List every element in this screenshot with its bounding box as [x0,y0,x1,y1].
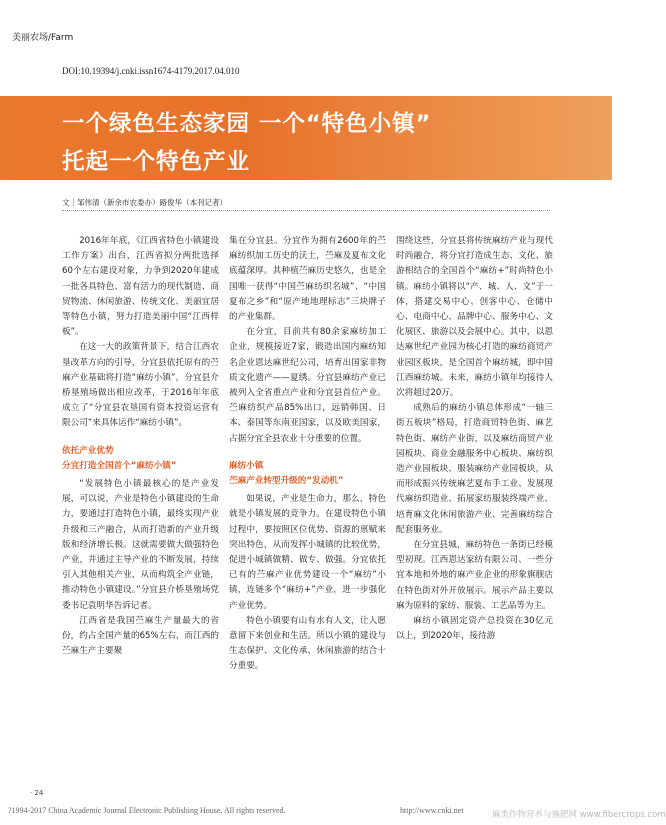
paragraph: 在分宜县城，麻纺特色一条街已经模型初现。江西恩达家纺有限公司、一些分宜本地和外地的麻产业企业的形象旗舰店在特色街对外开放展示。展示产品主要以麻为原料的家纺、服装、工艺品等为主。 [396,540,553,611]
paragraph: 江西省是我国苎麻生产量最大的省份，约占全国产量的65%左右，而江西的苎麻生产主要聚 [62,615,219,657]
paragraph: 在这一大的政策背景下，结合江西农垦改革方向的引导，分宜县依托原有的苎麻产业基础将打造“麻纺小镇”，分宜县介桥垦殖场做出相应改革，于2016年年底成立了“分宜县农垦国有资本投资运营有限公司”来具体运作“麻纺小镇”。 [62,342,219,429]
footer-link[interactable]: http://www.cnki.net [400,806,464,815]
article-column-2 [229,234,386,675]
section-subheading: 苎麻产业转型升级的“发动机” [229,476,344,487]
paragraph: 2016年年底，《江西省特色小镇建设工作方案》出台，江西省拟分两批选择60个左右建设对象，力争到2020年建成一批各具特色、富有活力的现代制造、商贸物流、休闲旅游、传统文化、美丽宜居等特色小镇，努力打造美丽中国“江西样板”。 [62,236,219,338]
author-byline: 文｜邹伟清（新余市农委办）路俊华（本刊记者） [62,198,227,207]
article-title-line-2: 托起一个特色产业 [62,149,251,175]
paragraph: 麻纺小镇固定资产总投资在30亿元以上，到2020年，接待游 [396,616,553,642]
article-column-1 [62,234,219,659]
section-heading: 麻纺小镇 [229,460,264,471]
paragraph: 围绕这些，分宜县将传统麻纺产业与现代时尚融合，将分宜打造成生态、文化、旅游相结合的全国首个“麻纺+”时尚特色小镇。麻纺小镇将以“产、城、人、文”于一体，搭建交易中心、创客中心、仓储中心、电商中心、品牌中心、服务中心、文化展区、旅游以及会展中心。其中，以恩达麻世纪产业园为核心打造的麻纺商贸产业园区板块，是全国首个麻纺城，即中国江西麻纺城。未来，麻纺小镇年均接待人次将超过20万。 [396,236,553,399]
paragraph: 特色小镇要有山有水有人文，让人愿意留下来创业和生活。所以小镇的建设与生态保护、文化传承、休闲旅游的结合十分重要。 [229,615,386,672]
article-title-line-1: 一个绿色生态家园 一个“特色小镇” [62,111,432,137]
paragraph: 成熟后的麻纺小镇总体形成“一轴三街五板块”格局，打造商贸特色街、麻艺特色街、麻纺产业街，以及麻纺商贸产业园板块、商业金融服务中心板块、麻纺织造产业园板块、服装麻纺产业园板块，从而形成振兴传统麻艺夏布手工业、发展现代麻纺织造业、拓展家纺服装终端产业、培育麻文化休闲旅游产业、完善麻纺综合配套服务业。 [396,403,553,535]
site-watermark: 麻类作物营养与施肥网 www.fibercrops.com [492,810,666,820]
spacer [62,432,219,444]
section-subheading: 分宜打造全国首个“麻纺小镇” [62,460,177,471]
spacer [229,447,386,459]
article-column-3 [396,234,553,644]
page-number: · 24 [30,789,44,797]
paragraph: 在分宜，目前共有80余家麻纺加工企业，规模接近7家，锻造出国内麻纺知名企业恩达麻世纪公司，培育出国家非物质文化遗产——夏绣。分宜县麻纺产业已被列入全省重点产业和分宜县首位产业。苎麻纺织产品85%出口，远销韩国、日本、泰国等东南亚国家，以及欧美国家，占据分宜全县农业十分重要的位置。 [229,327,386,444]
section-tag: 美丽农场/Farm [12,33,74,43]
paragraph: 如果说，产业是生命力，那么，特色就是小镇发展的竞争力。在建设特色小镇过程中，要按照区位优势、资源的禀赋来突出特色，从而发挥小城镇的比较优势，促进小城镇做精、做专、做强。分宜依托已有的苎麻产业优势建设一个“麻纺”小镇，连链多个“麻纺+”产业，进一步强化产业优势。 [229,494,386,611]
byline-divider [62,210,550,211]
paragraph: “发展特色小镇最核心的是产业发展，可以说，产业是特色小镇建设的生命力，要通过打造特色小镇，最终实现产业升级和三产融合，从而打造新的产业升级版和经济增长极。这就需要做大做强特色产业，并通过主导产业的不断发展，持续引入其他相关产业，从而构筑全产业链，推动特色小镇建设。”分宜县介桥垦殖场党委书记袁明华告诉记者。 [62,479,219,611]
paragraph: 集在分宜县。分宜作为拥有2600年的苎麻纺织加工历史的沃土，苎麻及夏布文化底蕴深厚。其种植苎麻历史悠久，也是全国唯一获得“中国苎麻纺织名城”、“中国夏布之乡”和“原产地地理标志”三块牌子的产业集群。 [229,236,386,323]
section-heading: 依托产业优势 [62,445,114,456]
copyright-footer: ?1994-2017 China Academic Journal Electronic Publishing House. All rights reserved. [8,806,286,815]
doi-line: DOI:10.19394/j.cnki.issn1674-4179.2017.04.010 [62,66,240,76]
